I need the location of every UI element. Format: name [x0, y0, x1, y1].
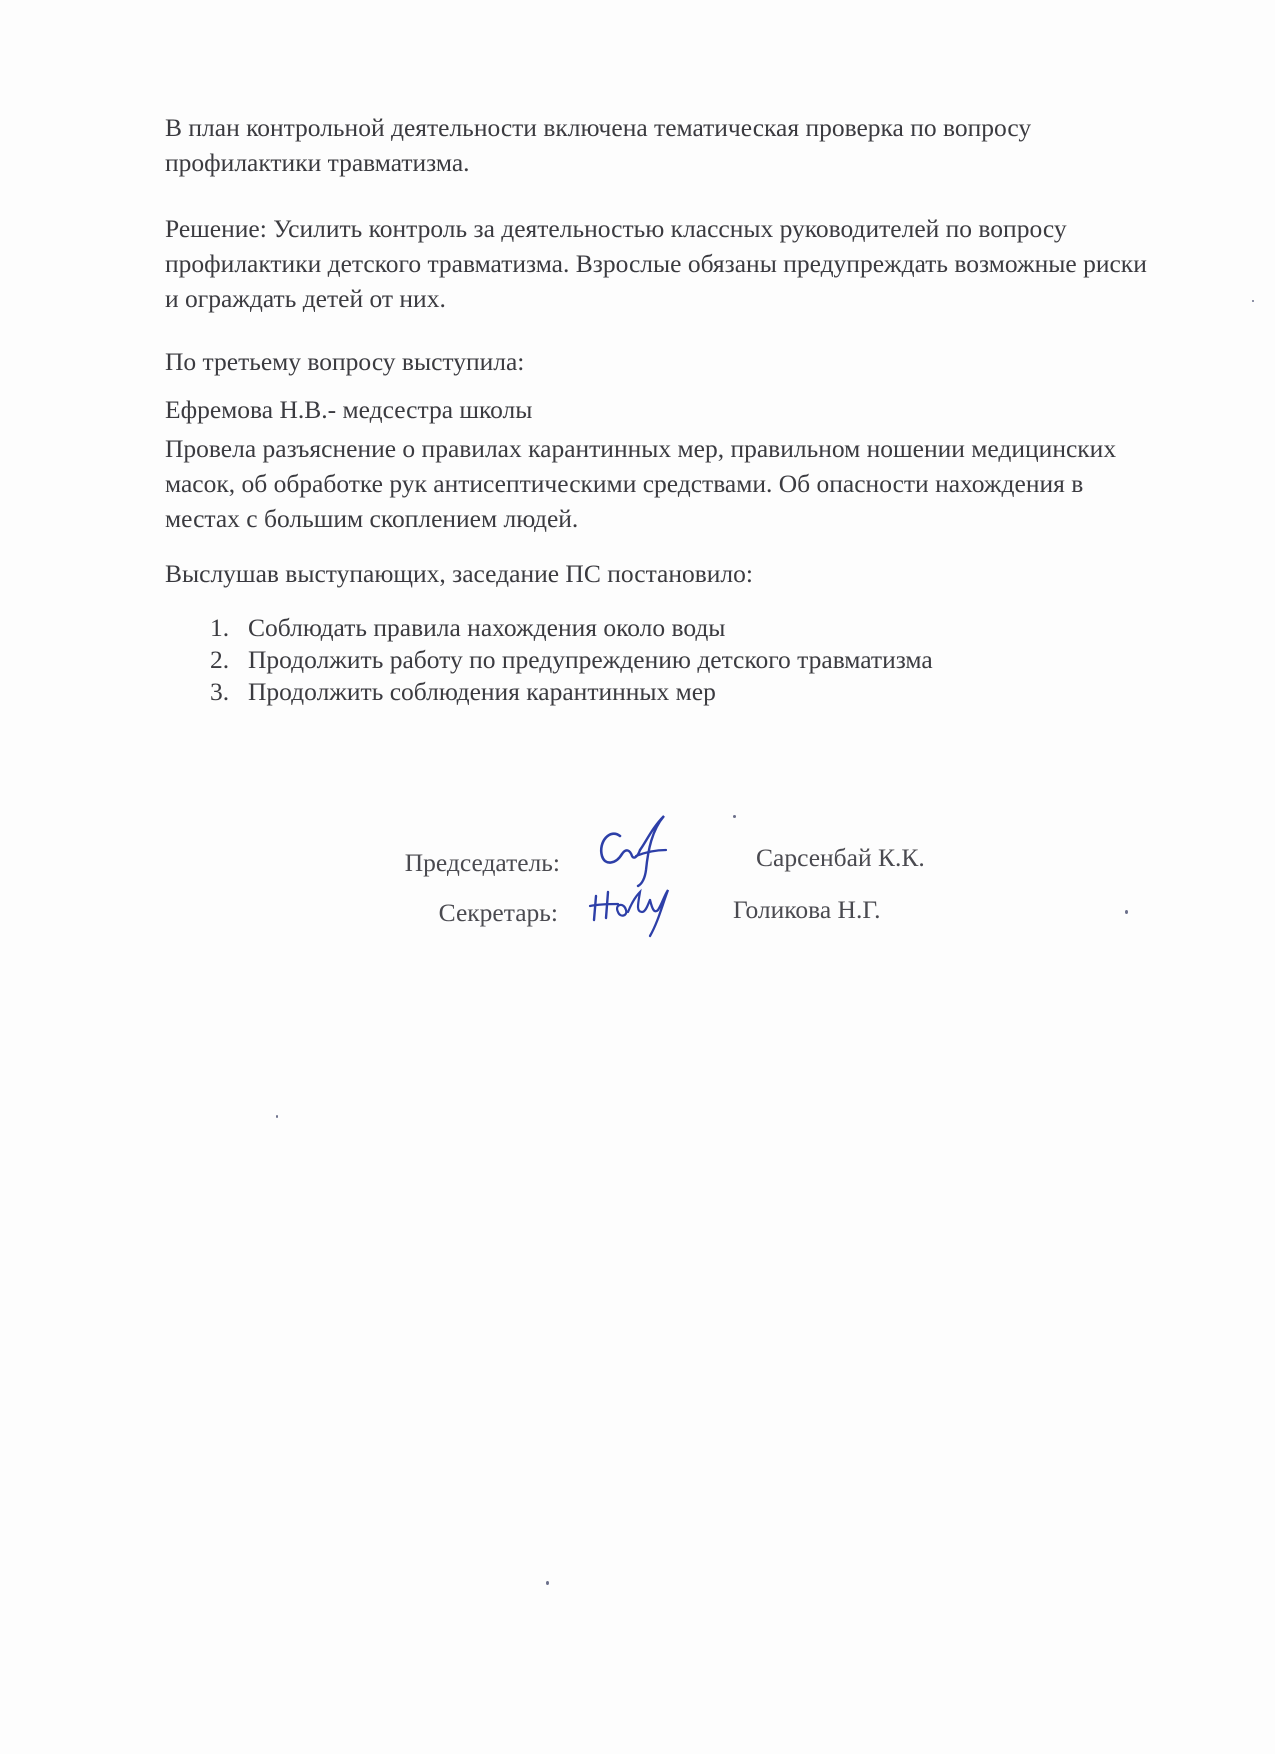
secretary-name: Голикова Н.Г.: [733, 895, 881, 924]
paragraph-resolution-intro: Выслушав выступающих, заседание ПС постановило:: [165, 559, 753, 588]
resolution-list: [210, 612, 933, 708]
scan-speck: [1125, 910, 1128, 914]
list-item: [210, 676, 933, 708]
list-item-text: Соблюдать правила нахождения около воды: [248, 613, 726, 642]
chairman-label: Председатель:: [404, 848, 560, 877]
paragraph-decision: Решение: Усилить контроль за деятельностью классных руководителей по вопросу профилактики детского травматизма. Взрослые обязаны предупреждать возможные риски и ограждать детей от них.: [165, 214, 1147, 313]
paragraph-third-question: По третьему вопросу выступила:: [165, 347, 525, 376]
secretary-label: Секретарь:: [438, 898, 558, 927]
paragraph-control-plan: В план контрольной деятельности включена тематическая проверка по вопросу профилактики травматизма.: [165, 113, 1032, 177]
paragraph-speech-summary: Провела разъяснение о правилах карантинных мер, правильном ношении медицинских масок, об обработке рук антисептическими средствами. Об опасности нахождения в местах с большим скоплением людей.: [165, 434, 1117, 533]
list-item-number: 3.: [210, 677, 230, 706]
scan-speck: [546, 1581, 549, 1585]
scan-speck: [1252, 300, 1254, 302]
list-item-text: Продолжить работу по предупреждению детского травматизма: [248, 645, 933, 674]
scan-speck: [276, 1115, 278, 1118]
paragraph-speaker: Ефремова Н.В.- медсестра школы: [165, 395, 533, 424]
list-item: [210, 644, 933, 676]
scan-speck: [733, 815, 736, 818]
list-item-number: 1.: [210, 613, 230, 642]
chairman-name: Сарсенбай К.К.: [756, 843, 925, 872]
secretary-signature-icon: [588, 882, 678, 940]
list-item: [210, 612, 933, 644]
list-item-text: Продолжить соблюдения карантинных мер: [248, 677, 716, 706]
chairman-signature-icon: [592, 810, 692, 888]
list-item-number: 2.: [210, 645, 230, 674]
